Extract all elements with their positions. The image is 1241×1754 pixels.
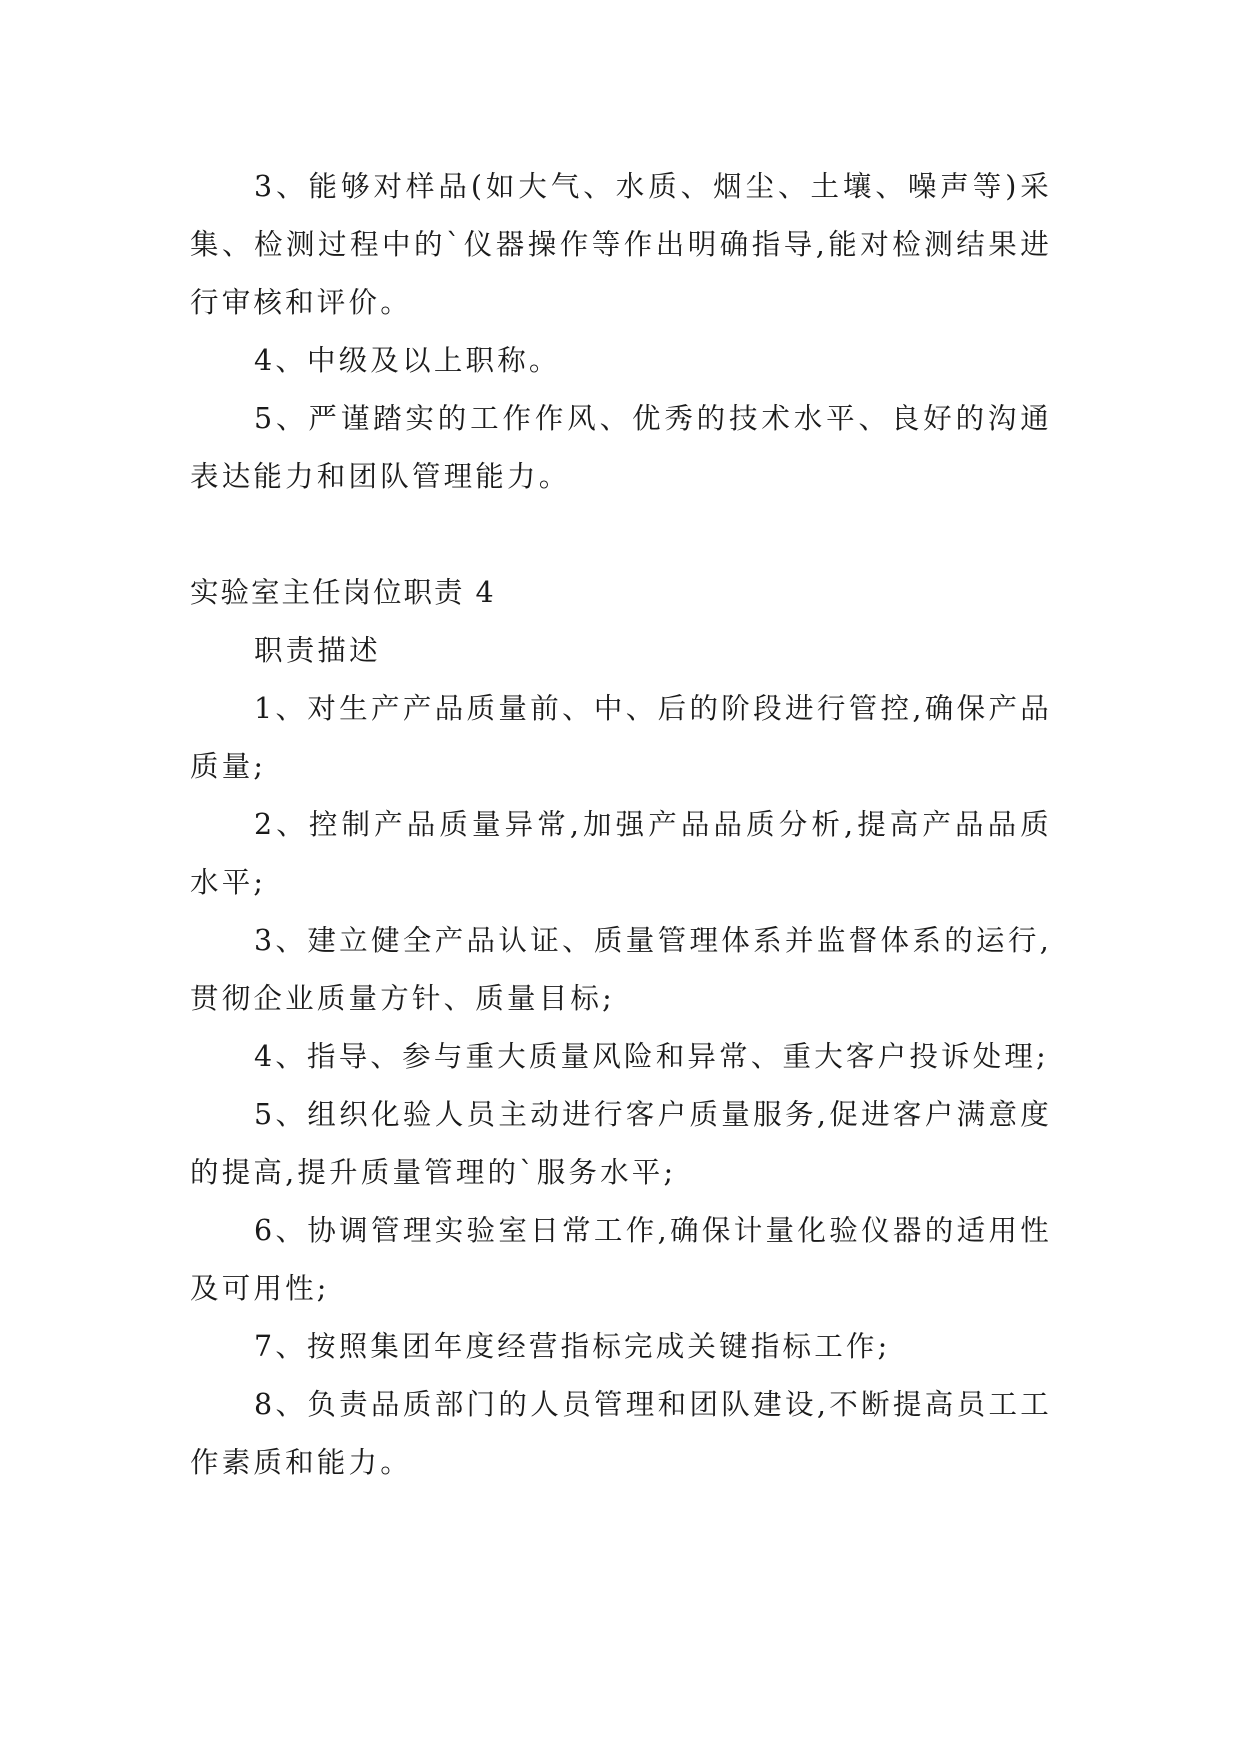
duty-item-8: 8、负责品质部门的人员管理和团队建设,不断提高员工工作素质和能力。 [190, 1388, 1052, 1479]
duty-item-3: 3、建立健全产品认证、质量管理体系并监督体系的运行,贯彻企业质量方针、质量目标; [190, 924, 1052, 1015]
requirement-item-5: 5、严谨踏实的工作作风、优秀的技术水平、良好的沟通表达能力和团队管理能力。 [190, 402, 1052, 493]
duty-item-4: 4、指导、参与重大质量风险和异常、重大客户投诉处理; [254, 1040, 1049, 1073]
section-title: 实验室主任岗位职责 4 [190, 576, 496, 609]
requirement-item-3: 3、能够对样品(如大气、水质、烟尘、土壤、噪声等)采集、检测过程中的`仪器操作等作出明确指导,能对检测结果进行审核和评价。 [190, 170, 1052, 319]
duty-item-7: 7、按照集团年度经营指标完成关键指标工作; [254, 1330, 891, 1363]
duty-item-2: 2、控制产品质量异常,加强产品品质分析,提高产品品质水平; [190, 808, 1052, 899]
document-page [190, 158, 1052, 1492]
duty-item-6: 6、协调管理实验室日常工作,确保计量化验仪器的适用性及可用性; [190, 1214, 1052, 1305]
section-gap [190, 506, 1052, 564]
section-subtitle: 职责描述 [254, 634, 381, 667]
requirement-item-4: 4、中级及以上职称。 [254, 344, 561, 377]
duty-item-1: 1、对生产产品质量前、中、后的阶段进行管控,确保产品质量; [190, 692, 1052, 783]
duty-item-5: 5、组织化验人员主动进行客户质量服务,促进客户满意度的提高,提升质量管理的`服务水平; [190, 1098, 1052, 1189]
